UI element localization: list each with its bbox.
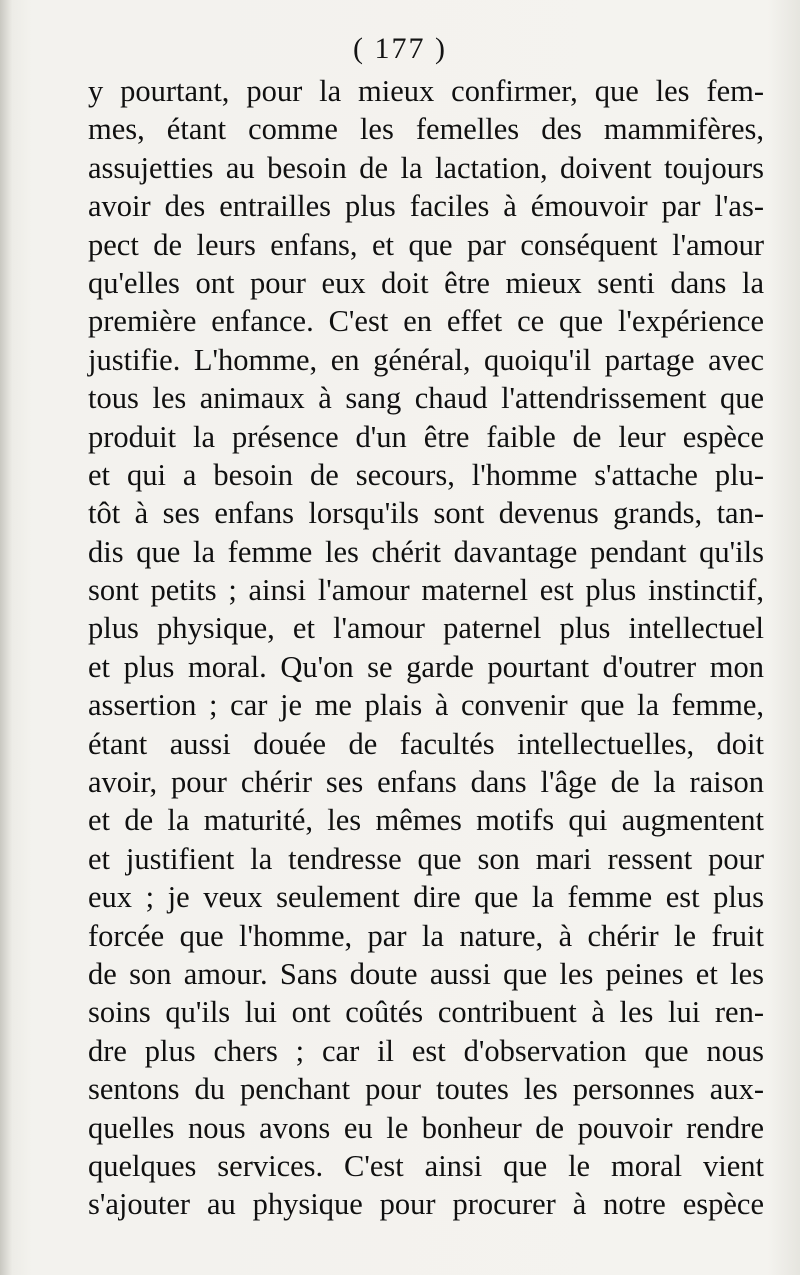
- body-text: [88, 72, 764, 1224]
- text-line: tôt à ses enfans lorsqu'ils sont devenus grands, tan-: [88, 496, 764, 531]
- text-line: s'ajouter au physique pour procurer à notre espèce: [88, 1187, 764, 1222]
- text-line: et qui a besoin de secours, l'homme s'attache plu-: [88, 457, 764, 492]
- page-number: ( 177 ): [353, 32, 447, 65]
- text-line: première enfance. C'est en effet ce que l'expérience: [88, 304, 764, 339]
- text-line: tous les animaux à sang chaud l'attendrissement que: [88, 381, 764, 416]
- page-edge-shadow: [0, 0, 12, 1275]
- text-line: pect de leurs enfans, et que par conséquent l'amour: [88, 227, 764, 262]
- text-line: avoir des entrailles plus faciles à émouvoir par l'as-: [88, 189, 764, 224]
- text-line: étant aussi douée de facultés intellectuelles, doit: [88, 726, 764, 761]
- text-line: y pourtant, pour la mieux confirmer, que les fem-: [88, 74, 764, 108]
- text-line: mes, étant comme les femelles des mammifères,: [88, 112, 764, 147]
- text-line: dis que la femme les chérit davantage pendant qu'ils: [88, 534, 764, 569]
- text-line: quelques services. C'est ainsi que le moral vient: [88, 1148, 764, 1183]
- text-line: assujetties au besoin de la lactation, doivent toujours: [88, 150, 764, 185]
- text-line: et justifient la tendresse que son mari ressent pour: [88, 841, 764, 876]
- text-line: eux ; je veux seulement dire que la femme est plus: [88, 880, 764, 915]
- text-line: justifie. L'homme, en général, quoiqu'il partage avec: [88, 342, 764, 377]
- text-line: avoir, pour chérir ses enfans dans l'âge de la raison: [88, 765, 764, 800]
- text-line: quelles nous avons eu le bonheur de pouvoir rendre: [88, 1110, 764, 1145]
- text-line: sont petits ; ainsi l'amour maternel est plus instinctif,: [88, 573, 764, 608]
- text-line: produit la présence d'un être faible de leur espèce: [88, 419, 764, 454]
- text-line: forcée que l'homme, par la nature, à chérir le fruit: [88, 918, 764, 953]
- text-line: plus physique, et l'amour paternel plus intellectuel: [88, 611, 764, 646]
- text-line: assertion ; car je me plais à convenir que la femme,: [88, 688, 764, 723]
- text-line: et plus moral. Qu'on se garde pourtant d'outrer mon: [88, 649, 764, 684]
- text-line: sentons du penchant pour toutes les personnes aux-: [88, 1072, 764, 1107]
- text-line: dre plus chers ; car il est d'observation que nous: [88, 1033, 764, 1068]
- text-line: de son amour. Sans doute aussi que les peines et les: [88, 956, 764, 991]
- text-line: et de la maturité, les mêmes motifs qui augmentent: [88, 803, 764, 838]
- text-line: soins qu'ils lui ont coûtés contribuent à les lui ren-: [88, 995, 764, 1030]
- text-line: qu'elles ont pour eux doit être mieux senti dans la: [88, 265, 764, 300]
